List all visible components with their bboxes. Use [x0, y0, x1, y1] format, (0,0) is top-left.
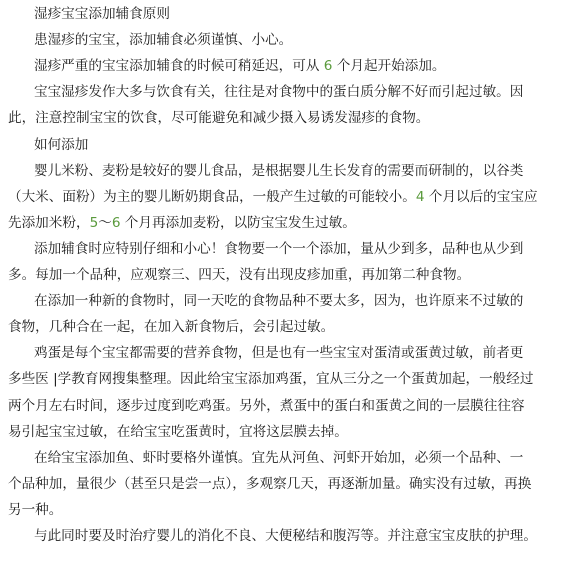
paragraph-line: 易引起宝宝过敏，在给宝宝吃蛋黄时，宜将这层膜去掉。: [8, 423, 348, 440]
paragraph-line: 添加辅食时应特别仔细和小心！食物要一个一个添加，量从少到多，品种也从少到: [34, 240, 524, 257]
paragraph-line: （大米、面粉）为主的婴儿断奶期食品，一般产生过敏的可能较小。4 个月以后的宝宝应: [8, 188, 538, 205]
paragraph-line: 先添加米粉，5～6 个月再添加麦粉，以防宝宝发生过敏。: [8, 214, 356, 231]
paragraph-line: 湿疹严重的宝宝添加辅食的时候可稍延迟，可从 6 个月起开始添加。: [34, 58, 446, 75]
paragraph-line: 患湿疹的宝宝，添加辅食必须谨慎、小心。: [34, 32, 293, 49]
paragraph-line: 另一种。: [8, 501, 63, 518]
number-highlight: 4: [415, 188, 425, 205]
paragraph-line: 食物，几种合在一起，在加入新食物后，会引起过敏。: [8, 319, 335, 336]
section-heading: 如何添加: [34, 136, 89, 153]
paragraph-line: 在添加一种新的食物时，同一天吃的食物品种不要太多，因为，也许原来不过敏的: [34, 293, 524, 310]
number-highlight: 6: [111, 214, 121, 231]
number-highlight: 5: [89, 214, 99, 231]
paragraph-line: 两个月左右时间，逐步过度到吃鸡蛋。另外，煮蛋中的蛋白和蛋黄之间的一层膜往往容: [8, 397, 525, 414]
paragraph-line: 与此同时要及时治疗婴儿的消化不良、大便秘结和腹泻等。并注意宝宝皮肤的护理。: [34, 528, 537, 544]
paragraph-line: 宝宝湿疹发作大多与饮食有关，往往是对食物中的蛋白质分解不好而引起过敏。因: [34, 84, 524, 101]
paragraph-line: 婴儿米粉、麦粉是较好的婴儿食品，是根据婴儿生长发育的需要而研制的，以谷类: [34, 162, 524, 179]
paragraph-line: 鸡蛋是每个宝宝都需要的营养食物，但是也有一些宝宝对蛋清或蛋黄过敏，前者更: [34, 345, 524, 362]
paragraph-line: 个品种加，量很少（甚至只是尝一点），多观察几天，再逐渐加量。确实没有过敏，再换: [8, 475, 532, 492]
paragraph-line: 多些医 |学教育网搜集整理。因此给宝宝添加鸡蛋，宜从三分之一个蛋黄加起，一般经过: [8, 371, 534, 388]
number-highlight: 6: [323, 58, 333, 75]
paragraph-line: 多。每加一个品种，应观察三、四天，没有出现皮疹加重，再加第二种食物。: [8, 267, 471, 283]
paragraph-line: 此，注意控制宝宝的饮食，尽可能避免和减少摄入易诱发湿疹的食物。: [8, 110, 430, 127]
paragraph-line: 在给宝宝添加鱼、虾时要格外谨慎。宜先从河鱼、河虾开始加，必须一个品种、一: [34, 449, 524, 466]
section-heading: 湿疹宝宝添加辅食原则: [34, 6, 170, 22]
